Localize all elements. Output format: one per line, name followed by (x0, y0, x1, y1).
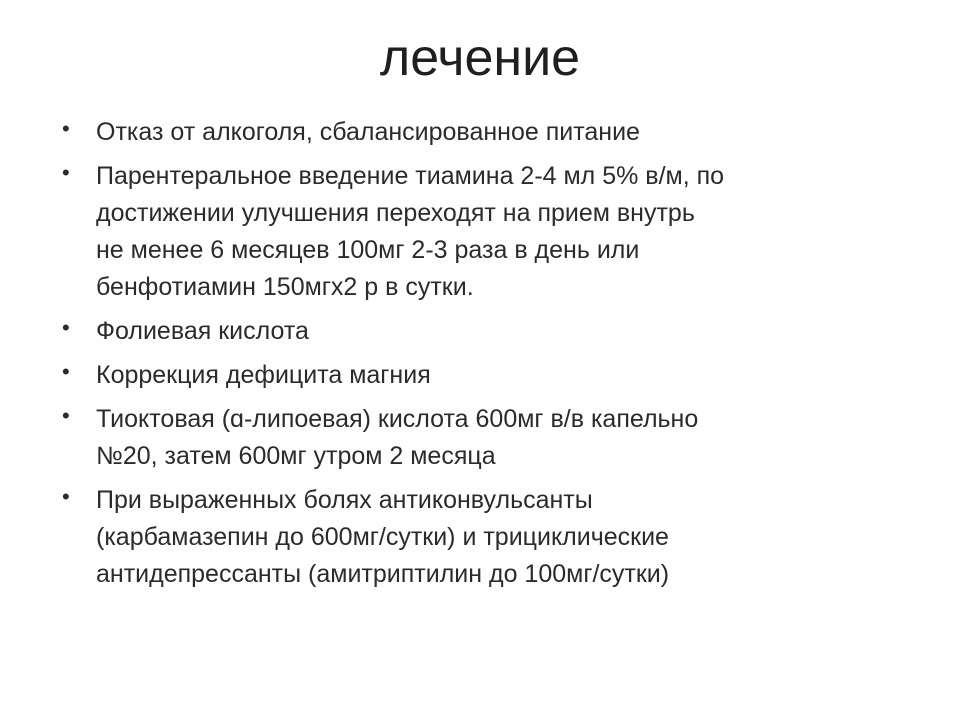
bullet-icon: • (62, 160, 70, 185)
bullet-text: Тиоктовая (ɑ-липоевая) кислота 600мг в/в капельно №20, затем 600мг утром 2 месяца (96, 405, 699, 470)
bullet-item (62, 482, 882, 593)
bullet-text: Отказ от алкоголя, сбалансированное питание (96, 118, 640, 146)
bullet-item (62, 114, 882, 151)
bullet-item (62, 357, 882, 394)
bullet-icon: • (62, 403, 70, 428)
bullet-text: Фолиевая кислота (96, 317, 309, 345)
slide-title: лечение (379, 29, 581, 87)
bullet-text: Коррекция дефицита магния (96, 361, 431, 389)
bullet-icon: • (62, 484, 70, 509)
bullet-item (62, 313, 882, 350)
bullet-icon: • (62, 116, 70, 141)
bullet-text: При выраженных болях антиконвульсанты (карбамазепин до 600мг/сутки) и трициклические антидепрессанты (амитриптилин до 100мг/сутки) (96, 486, 670, 588)
bullet-item (62, 401, 882, 475)
bullet-list (62, 114, 882, 600)
bullet-text: Парентеральное введение тиамина 2-4 мл 5% в/м, по достижении улучшения переходят на прием внутрь не менее 6 месяцев 100мг 2-3 раза в день или бенфотиамин 150мгх2 р в сутки. (96, 162, 725, 301)
bullet-icon: • (62, 359, 70, 384)
bullet-icon: • (62, 315, 70, 340)
bullet-item (62, 158, 882, 306)
